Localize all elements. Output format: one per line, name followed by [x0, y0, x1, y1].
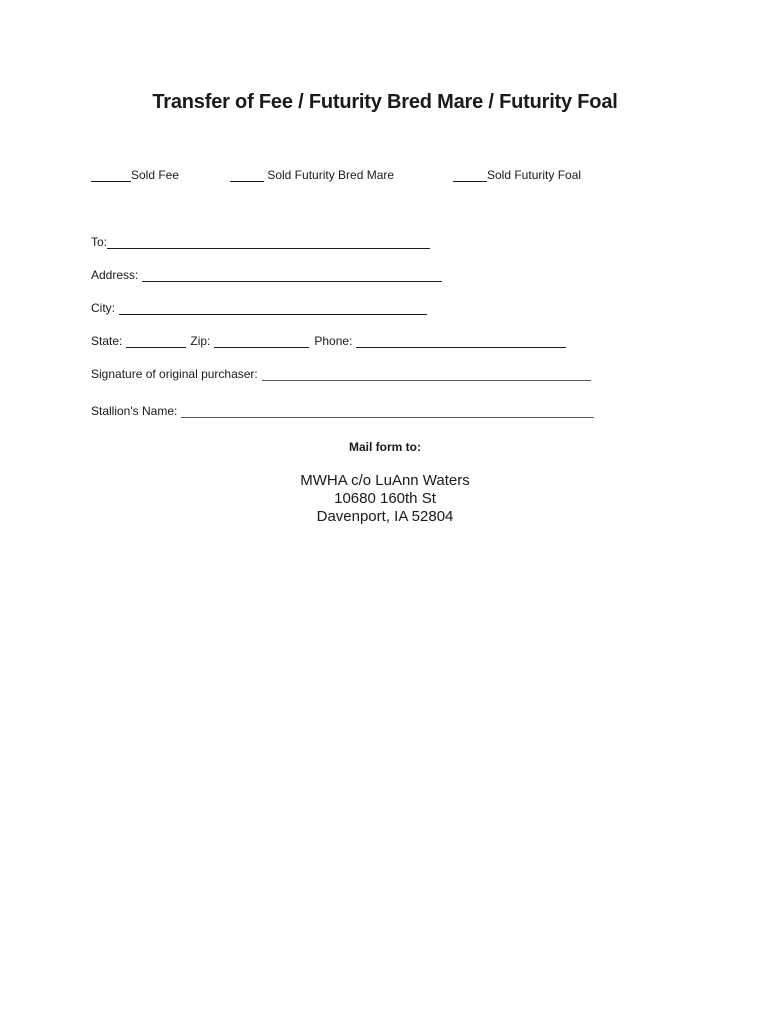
to-label: To: — [91, 235, 108, 249]
mailing-address-line: 10680 160th St — [334, 490, 436, 507]
phone-label: Phone: — [314, 334, 353, 348]
zip-label: Zip: — [190, 334, 211, 348]
option-sold-fee — [91, 168, 179, 182]
state-zip-phone-row — [91, 332, 566, 348]
to-input[interactable] — [107, 236, 430, 249]
signature-label: Signature of original purchaser: — [91, 367, 258, 381]
option-sold-futurity-foal — [453, 168, 581, 182]
address-field-row — [91, 266, 442, 282]
signature-input[interactable] — [262, 368, 591, 381]
address-input[interactable] — [142, 269, 442, 282]
stallion-name-label: Stallion's Name: — [91, 404, 178, 418]
sold-futurity-foal-label: Sold Futurity Foal — [487, 168, 582, 182]
signature-field-row — [91, 365, 591, 381]
to-field-row — [91, 233, 430, 249]
city-field-row — [91, 299, 427, 315]
form-title: Transfer of Fee / Futurity Bred Mare / Futurity Foal — [152, 91, 618, 113]
stallion-name-field-row — [91, 402, 594, 418]
mailing-address — [0, 472, 770, 526]
address-label: Address: — [91, 268, 139, 282]
state-label: State: — [91, 334, 123, 348]
city-label: City: — [91, 301, 115, 315]
sold-fee-label: Sold Fee — [131, 168, 180, 182]
mailing-address-line: Davenport, IA 52804 — [316, 508, 454, 525]
option-sold-futurity-bred-mare — [230, 168, 394, 182]
sold-futurity-foal-blank[interactable] — [453, 170, 487, 182]
city-input[interactable] — [119, 302, 427, 315]
state-input[interactable] — [126, 335, 186, 348]
mailing-address-line: MWHA c/o LuAnn Waters — [300, 472, 470, 489]
phone-input[interactable] — [356, 335, 566, 348]
zip-input[interactable] — [214, 335, 309, 348]
sold-futurity-bred-mare-blank[interactable] — [230, 170, 264, 182]
sold-fee-blank[interactable] — [91, 170, 131, 182]
sold-futurity-bred-mare-label: Sold Futurity Bred Mare — [264, 168, 395, 182]
stallion-name-input[interactable] — [181, 405, 594, 418]
mail-form-to-label: Mail form to: — [349, 440, 421, 454]
